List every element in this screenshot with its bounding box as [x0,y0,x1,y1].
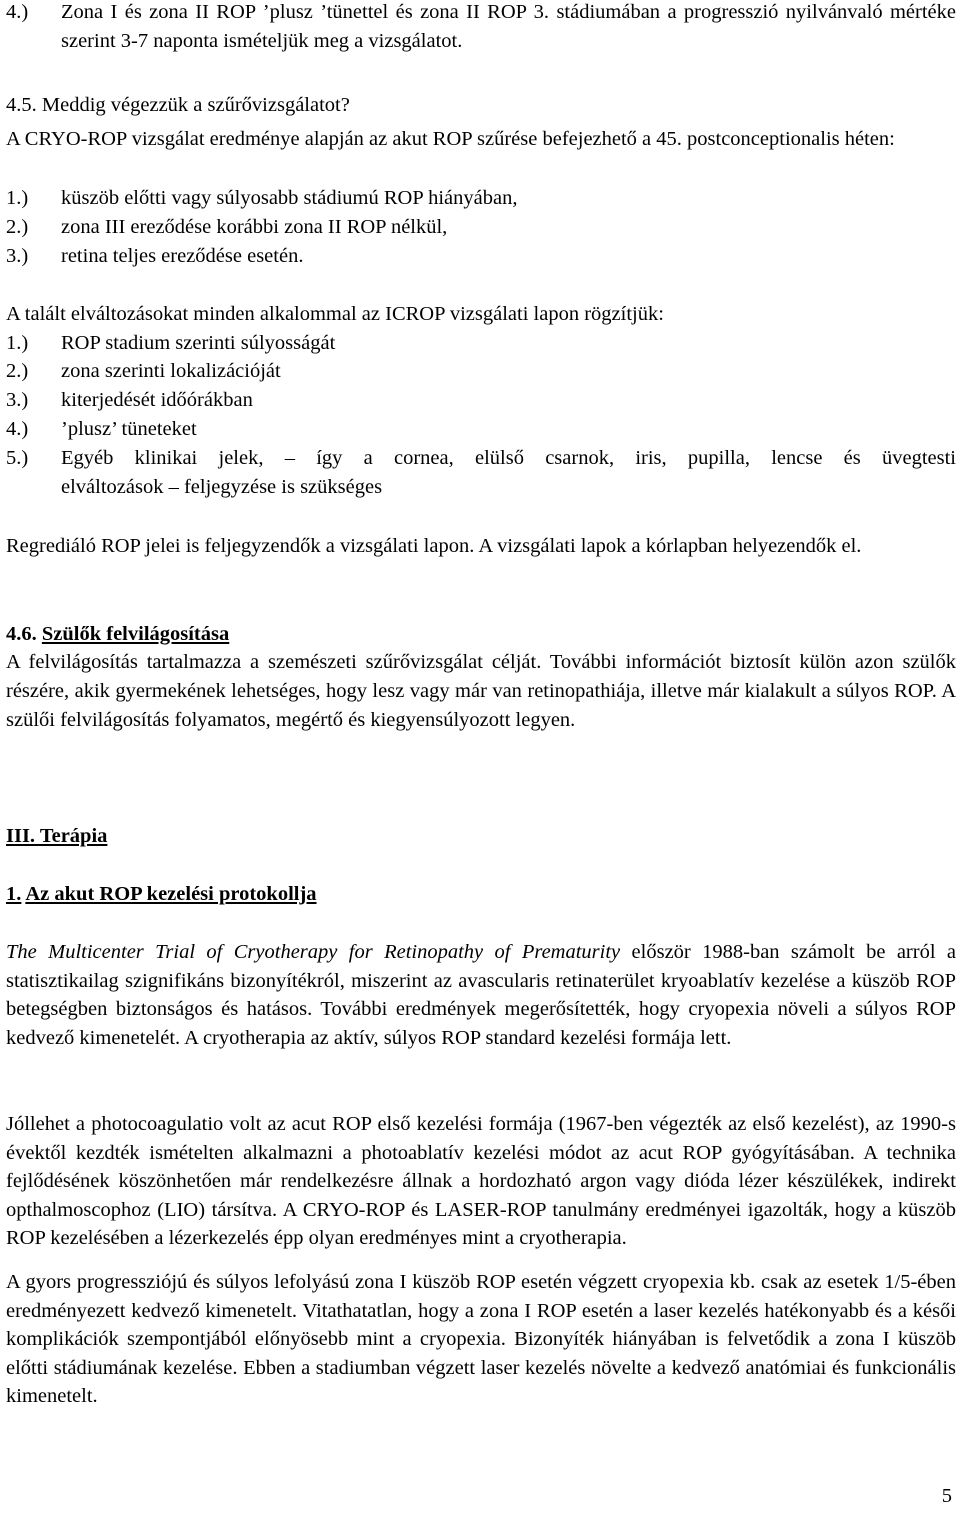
paragraph-photocoagulation: Jóllehet a photocoagulatio volt az acut ROP első kezelési formája (1967-ben végezték az első kezelést), az 1990-s évektől kezdték ismételten alkalmazni a photoablatív kezelési módot az acut ROP gyógyításában. A technika fejlődésének köszönhetően már rendelkezésre állnak a hordozható argon vagy dióda lézer készülékek, indirekt opthalmoscophoz (LIO) társítva. A CRYO-ROP és LASER-ROP tanulmány eredményei igazolták, hogy a küszöb ROP kezelésében a lézerkezelés épp olyan eredményes mint a cryotherapia. [6,1113,956,1249]
list-item-4 [6,0,956,56]
paragraph-parents: A felvilágosítás tartalmazza a szemészeti szűrővizsgálat célját. További információt biztosít külön azon szülők részére, akik gyermekének lehetséges, hogy lesz vagy már van retinopathiája, illetve már kialakult a súlyos ROP. A szülői felvilágosítás folyamatos, megértő és kiegyensúlyozott legyen. [6,651,956,731]
list-number: 2.) [6,216,29,238]
heading-number: 4.6. [6,623,37,645]
list-text: ROP stadium szerinti súlyosságát [61,332,336,354]
list-number: 4.) [6,1,29,23]
section-heading-4-5: 4.5. Meddig végezzük a szűrővizsgálatot? [6,94,350,116]
section-heading-4-6 [6,620,956,649]
list-number: 3.) [6,389,29,411]
list-number: 2.) [6,360,29,382]
list-number: 3.) [6,245,29,267]
list-number: 1.) [6,187,29,209]
list-text: ’plusz’ tüneteket [61,418,197,440]
chapter-heading-therapy: III. Terápia [6,825,108,847]
list-number: 1.) [6,332,29,354]
list-item [6,184,956,213]
paragraph-zone-one: A gyors progressziójú és súlyos lefolyású zona I küszöb ROP esetén végzett cryopexia kb. csak az esetek 1/5-ében eredményezett kedvező kimenetelt. Vitathatatlan, hogy a zona I ROP esetén a laser kezelés hatékonyabb és a késői komplikációk szempontjából előnyösebb mint a cryopexia. Bizonyíték hiányában is felvetődik a zona I küszöb előtti stádiumának kezelése. Ebben a stadiumban végzett laser kezelés növelte a kedvező anatómiai és funkcionális kimenetelt. [6,1271,956,1407]
list-item [6,386,956,415]
section-heading-protocol [6,880,956,909]
list-text: zona szerinti lokalizációját [61,360,281,382]
paragraph-cryo-rop: A CRYO-ROP vizsgálat eredménye alapján az akut ROP szűrése befejezhető a 45. postconceptionalis héten: [6,128,895,150]
page-number: 5 [941,1485,952,1507]
list-text-continued: elváltozások – feljegyzése is szükséges [61,476,383,498]
paragraph-regress: Regrediáló ROP jelei is feljegyzendők a vizsgálati lapon. A vizsgálati lapok a kórlapban helyezendők el. [6,535,862,557]
paragraph-icrop: A talált elváltozásokat minden alkalommal az ICROP vizsgálati lapon rögzítjük: [6,303,664,325]
heading-text: Szülők felvilágosítása [41,623,230,645]
list-number: 5.) [6,447,29,469]
list-number: 4.) [6,418,29,440]
list-item [6,242,956,271]
list-item [6,213,956,242]
trial-title: The Multicenter Trial of Cryotherapy for Retinopathy of Prematurity [6,941,621,963]
list-item [6,329,956,358]
heading-text: Az akut ROP kezelési protokollja [25,883,317,905]
list-text: zona III ereződése korábbi zona II ROP nélkül, [61,216,448,238]
list-item-5 [6,444,956,502]
list-text: kiterjedését időórákban [61,389,253,411]
paragraph-text: először 1988-ban számolt be arról a statisztikailag szignifikáns bizonyítékról, miszerint az avascularis retinaterület kryoablatív kezelése a küszöb ROP betegségben biztonságos és hatásos. További eredmények megerősítették, hogy cryopexia növeli a súlyos ROP kedvező kimenetelét. A cryotherapia az aktív, súlyos ROP standard kezelési formája lett. [6,941,956,1049]
list-item [6,357,956,386]
list-text: Egyéb klinikai jelek, – így a cornea, elülső csarnok, iris, pupilla, lencse és üvegtesti [61,447,956,469]
paragraph-multicenter [6,938,956,1052]
list-text: retina teljes ereződése esetén. [61,245,304,267]
list-text: Zona I és zona II ROP ’plusz ’tünettel és zona II ROP 3. stádiumában a progresszió nyilvánvaló mértéke szerint 3-7 naponta ismételjük meg a vizsgálatot. [61,1,956,52]
list-item [6,415,956,444]
list-text: küszöb előtti vagy súlyosabb stádiumú ROP hiányában, [61,187,518,209]
heading-number: 1. [6,883,22,905]
